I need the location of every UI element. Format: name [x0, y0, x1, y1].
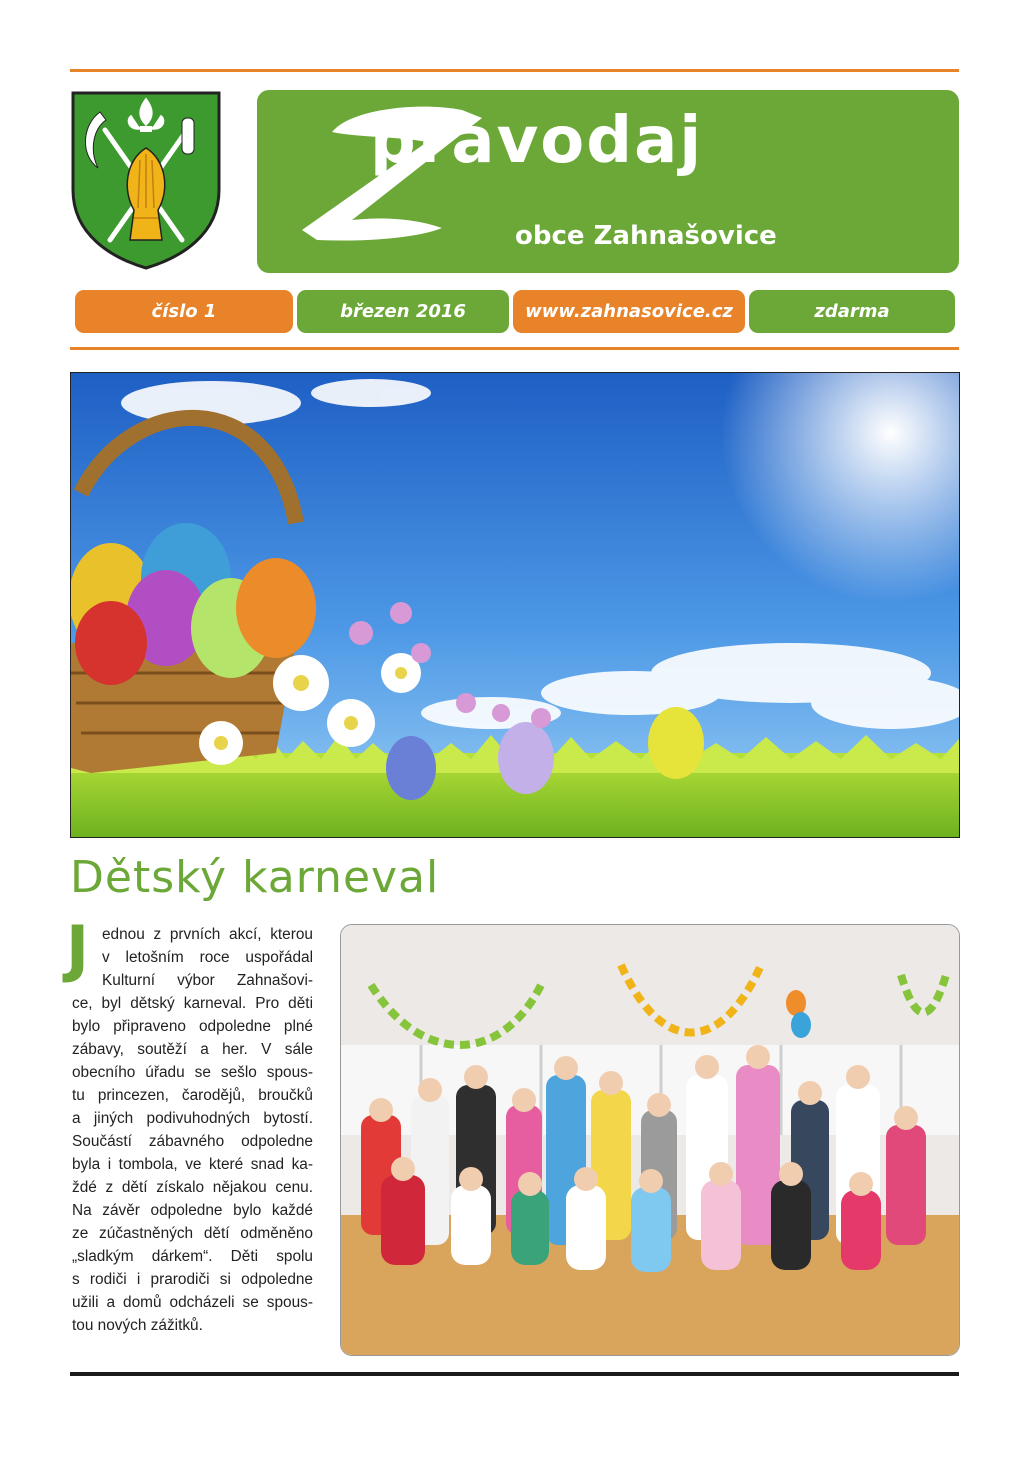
easter-hero-image	[70, 372, 960, 838]
footer-rule	[70, 1372, 959, 1376]
drop-cap: J	[66, 912, 90, 985]
article-line: v letošním roce uspořádal	[102, 949, 313, 966]
article-line: užili a domů odcházeli se spous-	[72, 1294, 313, 1311]
article-line: Součástí zábavného odpoledne	[72, 1133, 313, 1150]
website-tab[interactable]: www.zahnasovice.cz	[513, 290, 745, 333]
article-line: Na závěr odpoledne bylo každé	[72, 1202, 313, 1219]
article-line: ždé z dětí získalo nějakou cenu.	[72, 1179, 313, 1196]
masthead-subtitle: obce Zahnašovice	[515, 221, 777, 251]
carnival-photo	[340, 924, 960, 1356]
article-line: byla i tombola, ve které snad ka-	[72, 1156, 313, 1173]
article-line: tu princezen, čarodějů, broučků	[72, 1087, 313, 1104]
article-line: „sladkým dárkem“. Děti spolu	[72, 1248, 313, 1265]
coat-of-arms-image	[70, 90, 222, 270]
article-line: ce, byl dětský karneval. Pro děti	[72, 995, 313, 1012]
article-line: Kulturní výbor Zahnašovi-	[102, 972, 313, 989]
article-line: bylo připraveno odpoledne plné	[72, 1018, 313, 1035]
article-line: ednou z prvních akcí, kterou	[102, 926, 313, 943]
masthead-title: pravodaj	[370, 104, 704, 178]
article-headline: Dětský karneval	[70, 852, 440, 903]
top-rule	[70, 69, 959, 72]
article-line: zábavy, soutěží a her. V sále	[72, 1041, 313, 1058]
article-line: a jiných podivuhodných bytostí.	[72, 1110, 313, 1127]
price-tab: zdarma	[749, 290, 955, 333]
issue-date-tab: březen 2016	[297, 290, 509, 333]
article-line: s rodiči i prarodiči si odpoledne	[72, 1271, 313, 1288]
article-line: tou nových zážitků.	[72, 1317, 203, 1334]
issue-number-tab: číslo 1	[75, 290, 293, 333]
article-line: obecního úřadu se sešlo spous-	[72, 1064, 313, 1081]
article-line: ze zúčastněných dětí odměněno	[72, 1225, 313, 1242]
header-bottom-rule	[70, 347, 959, 350]
